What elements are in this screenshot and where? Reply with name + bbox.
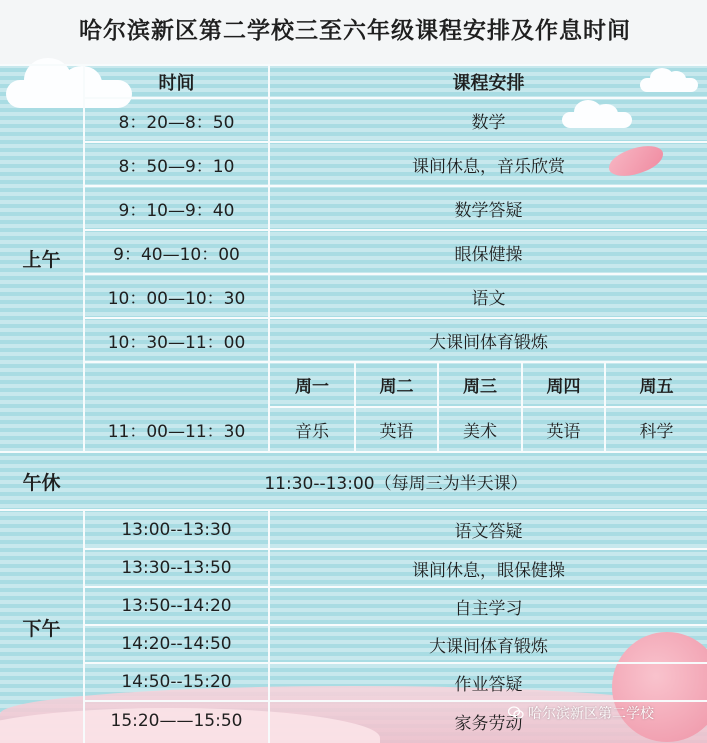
title-band bbox=[0, 0, 707, 64]
afternoon-activity: 课间休息，眼保健操 bbox=[412, 560, 565, 581]
weekday-header: 周二 bbox=[379, 377, 414, 397]
schedule-table bbox=[0, 64, 707, 743]
weekday-header: 周四 bbox=[546, 377, 581, 397]
noon-break: 11:30--13:00（每周三为半天课） bbox=[264, 473, 528, 494]
afternoon-time: 13:00--13:30 bbox=[121, 519, 232, 540]
period-morning: 上午 bbox=[22, 249, 61, 271]
morning-time: 10：30—11：00 bbox=[107, 332, 246, 353]
weekday-header: 周五 bbox=[639, 377, 674, 397]
morning-activity: 数学 bbox=[471, 112, 506, 133]
morning-activity: 课间休息，音乐欣赏 bbox=[412, 156, 565, 177]
period-noon: 午休 bbox=[22, 471, 61, 494]
header-schedule: 课程安排 bbox=[452, 72, 525, 94]
morning-activity: 数学答疑 bbox=[454, 200, 523, 221]
page-title: 哈尔滨新区第二学校三至六年级课程安排及作息时间 bbox=[79, 17, 631, 44]
afternoon-activity: 作业答疑 bbox=[454, 674, 523, 695]
afternoon-activity: 家务劳动 bbox=[454, 713, 523, 734]
afternoon-time: 13:50--14:20 bbox=[121, 596, 232, 616]
morning-time: 9：10—9：40 bbox=[118, 200, 235, 221]
morning-time: 10：00—10：30 bbox=[107, 288, 246, 309]
morning-time: 8：20—8：50 bbox=[118, 112, 235, 133]
afternoon-activity: 自主学习 bbox=[454, 598, 523, 619]
morning-activity: 语文 bbox=[471, 288, 506, 309]
morning-time: 9：40—10：00 bbox=[113, 244, 240, 265]
morning-time: 8：50—9：10 bbox=[118, 156, 235, 177]
elective-subject: 英语 bbox=[379, 422, 414, 442]
watermark bbox=[508, 703, 654, 723]
elective-subject: 科学 bbox=[639, 422, 674, 442]
afternoon-time: 14:20--14:50 bbox=[121, 634, 232, 654]
afternoon-time: 14:50--15:20 bbox=[121, 672, 232, 692]
weekday-header: 周一 bbox=[295, 377, 329, 397]
elective-time: 11：00—11：30 bbox=[107, 422, 246, 442]
morning-activity: 大课间体育锻炼 bbox=[429, 332, 548, 353]
afternoon-activity: 大课间体育锻炼 bbox=[429, 636, 548, 657]
weekday-header: 周三 bbox=[463, 377, 497, 397]
afternoon-activity: 语文答疑 bbox=[454, 522, 523, 542]
afternoon-time: 13:30--13:50 bbox=[121, 558, 232, 578]
watermark-text: 哈尔滨新区第二学校 bbox=[528, 706, 654, 722]
afternoon-time: 15:20——15:50 bbox=[110, 711, 243, 731]
elective-subject: 美术 bbox=[463, 422, 497, 442]
elective-subject: 音乐 bbox=[295, 422, 329, 442]
elective-subject: 英语 bbox=[546, 422, 581, 442]
header-time: 时间 bbox=[158, 72, 195, 94]
wechat-icon bbox=[508, 706, 524, 720]
morning-activity: 眼保健操 bbox=[454, 244, 523, 265]
period-afternoon: 下午 bbox=[22, 617, 61, 640]
